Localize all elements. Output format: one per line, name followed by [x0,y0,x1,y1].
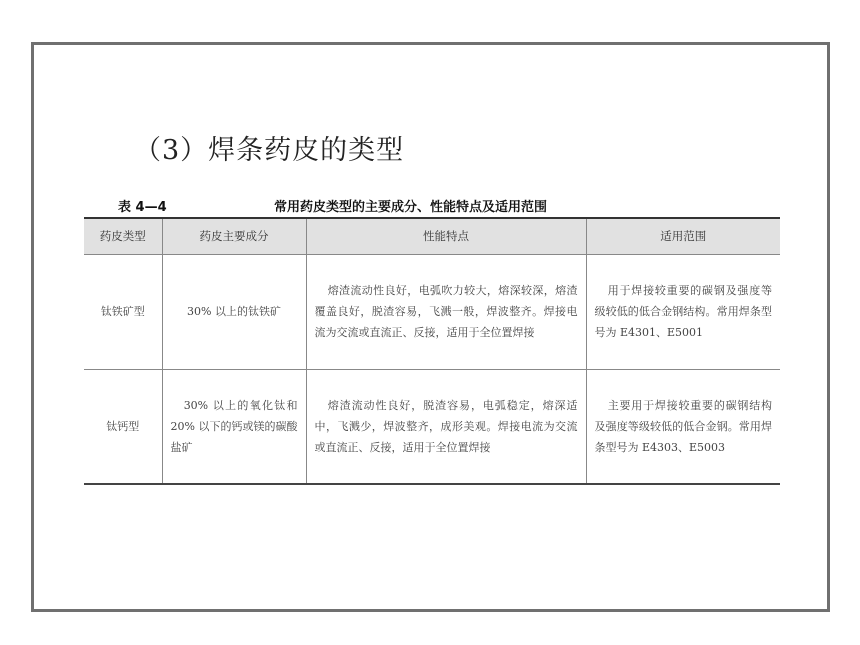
table-header-row [84,218,780,254]
table-row [84,369,780,484]
table-caption [84,194,780,214]
table-title: 常用药皮类型的主要成分、性能特点及适用范围 [274,200,548,215]
table-row [84,254,780,369]
cell-composition: 30% 以上的钛铁矿 [162,254,306,369]
cell-coating-type: 钛铁矿型 [84,254,162,369]
slide-heading: （3）焊条药皮的类型 [134,135,405,166]
cell-composition: 30% 以上的氧化钛和 20% 以下的钙或镁的碳酸盐矿 [162,369,306,484]
header-coating-type: 药皮类型 [84,218,162,254]
cell-application: 主要用于焊接较重要的碳钢结构及强度等级较低的低合金钢。常用焊条型号为 E4303、E5003 [586,369,780,484]
coating-types-table [84,217,780,485]
cell-coating-type: 钛钙型 [84,369,162,484]
header-performance: 性能特点 [306,218,586,254]
header-main-composition: 药皮主要成分 [162,218,306,254]
cell-performance: 熔渣流动性良好，电弧吹力较大，熔深较深，熔渣覆盖良好，脱渣容易，飞溅一般，焊波整齐。焊接电流为交流或直流正、反接，适用于全位置焊接 [306,254,586,369]
table-number: 表 4—4 [118,200,167,215]
header-application: 适用范围 [586,218,780,254]
cell-performance: 熔渣流动性良好，脱渣容易，电弧稳定，熔深适中，飞溅少，焊波整齐，成形美观。焊接电流为交流或直流正、反接，适用于全位置焊接 [306,369,586,484]
cell-application: 用于焊接较重要的碳钢及强度等级较低的低合金钢结构。常用焊条型号为 E4301、E5001 [586,254,780,369]
